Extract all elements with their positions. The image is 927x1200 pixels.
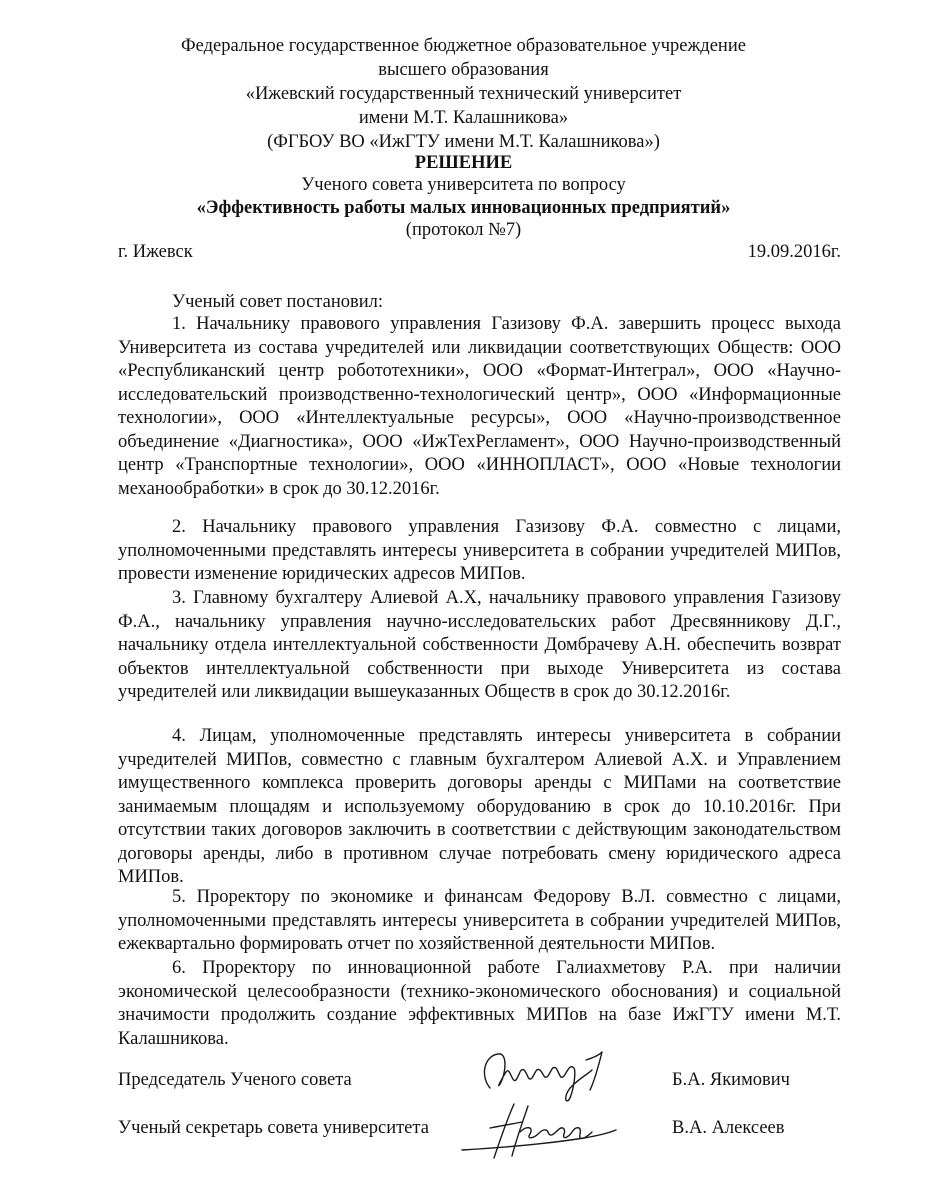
secretary-signature-image xyxy=(456,1100,626,1162)
header-line-4: имени М.Т. Калашникова» xyxy=(358,108,569,128)
chair-name: Б.А. Якимович xyxy=(672,1070,790,1090)
document-date: 19.09.2016г. xyxy=(747,242,841,262)
decision-item-6: 6. Проректору по инновационной работе Галиахметову Р.А. при наличии экономической целесообразности (технико-экономического обоснования) и социальной значимости продолжить создание эффективных МИПов на базе ИжГТУ имени М.Т. Калашникова. xyxy=(118,958,841,1049)
city: г. Ижевск xyxy=(118,242,193,262)
header-line-5: (ФГБОУ ВО «ИжГТУ имени М.Т. Калашникова») xyxy=(267,132,660,152)
secretary-role: Ученый секретарь совета университета xyxy=(118,1118,429,1138)
document-subtitle: Ученого совета университета по вопросу xyxy=(301,175,626,195)
protocol-number: (протокол №7) xyxy=(405,220,522,240)
decision-item-4: 4. Лицам, уполномоченные представлять интересы университета в собрании учредителей МИПов, совместно с главным бухгалтером Алиевой А.Х. и Управлением имущественного комплекса проверить договоры аренды с МИПами на соответствие занимаемым площадям и используемому оборудованию в срок до 10.10.2016г. При отсутствии таких договоров заключить в соответствии с действующим законодательством договоры аренды, либо в противном случае потребовать смену юридического адреса МИПов. xyxy=(118,726,841,887)
decision-item-3: 3. Главному бухгалтеру Алиевой А.Х, начальнику правового управления Газизову Ф.А., начальнику управления научно-исследовательских работ Дресвянникову Д.Г., начальнику отдела интеллектуальной собственности Домбрачеву А.Н. обеспечить возврат объектов интеллектуальной собственности при выходе Университета из состава учредителей или ликвидации вышеуказанных Обществ в срок до 30.12.2016г. xyxy=(118,588,841,702)
header-line-1: Федеральное государственное бюджетное образовательное учреждение xyxy=(181,36,746,56)
header-line-3: «Ижевский государственный технический университет xyxy=(245,84,682,104)
header-line-2: высшего образования xyxy=(378,60,549,80)
decision-item-2: 2. Начальнику правового управления Газизову Ф.А. совместно с лицами, уполномоченными представлять интересы университета в собрании учредителей МИПов, провести изменение юридических адресов МИПов. xyxy=(118,517,841,584)
chair-role: Председатель Ученого совета xyxy=(118,1070,352,1090)
document-title: РЕШЕНИЕ xyxy=(414,153,513,173)
document-topic: «Эффективность работы малых инновационных предприятий» xyxy=(196,198,731,218)
intro-text: Ученый совет постановил: xyxy=(172,292,383,312)
decision-item-1: 1. Начальнику правового управления Газизову Ф.А. завершить процесс выхода Университета из состава учредителей или ликвидации соответствующих Обществ: ООО «Республиканский центр робототехники», ООО «Формат-Интеграл», ООО «Научно-исследовательский производственно-технологический центр», ООО «Информационные технологии», ООО «Интеллектуальные ресурсы», ООО «Научно-производственное объединение «Диагностика», ООО «ИжТехРегламент», ООО Научно-производственный центр «Транспортные технологии», ООО «ИННОПЛАСТ», ООО «Новые технологии механообработки» в срок до 30.12.2016г. xyxy=(118,314,841,499)
secretary-name: В.А. Алексеев xyxy=(672,1118,785,1138)
decision-item-5: 5. Проректору по экономике и финансам Федорову В.Л. совместно с лицами, уполномоченными представлять интересы университета в собрании учредителей МИПов, ежеквартально формировать отчет по хозяйственной деятельности МИПов. xyxy=(118,887,841,954)
chair-signature-image xyxy=(476,1040,616,1106)
